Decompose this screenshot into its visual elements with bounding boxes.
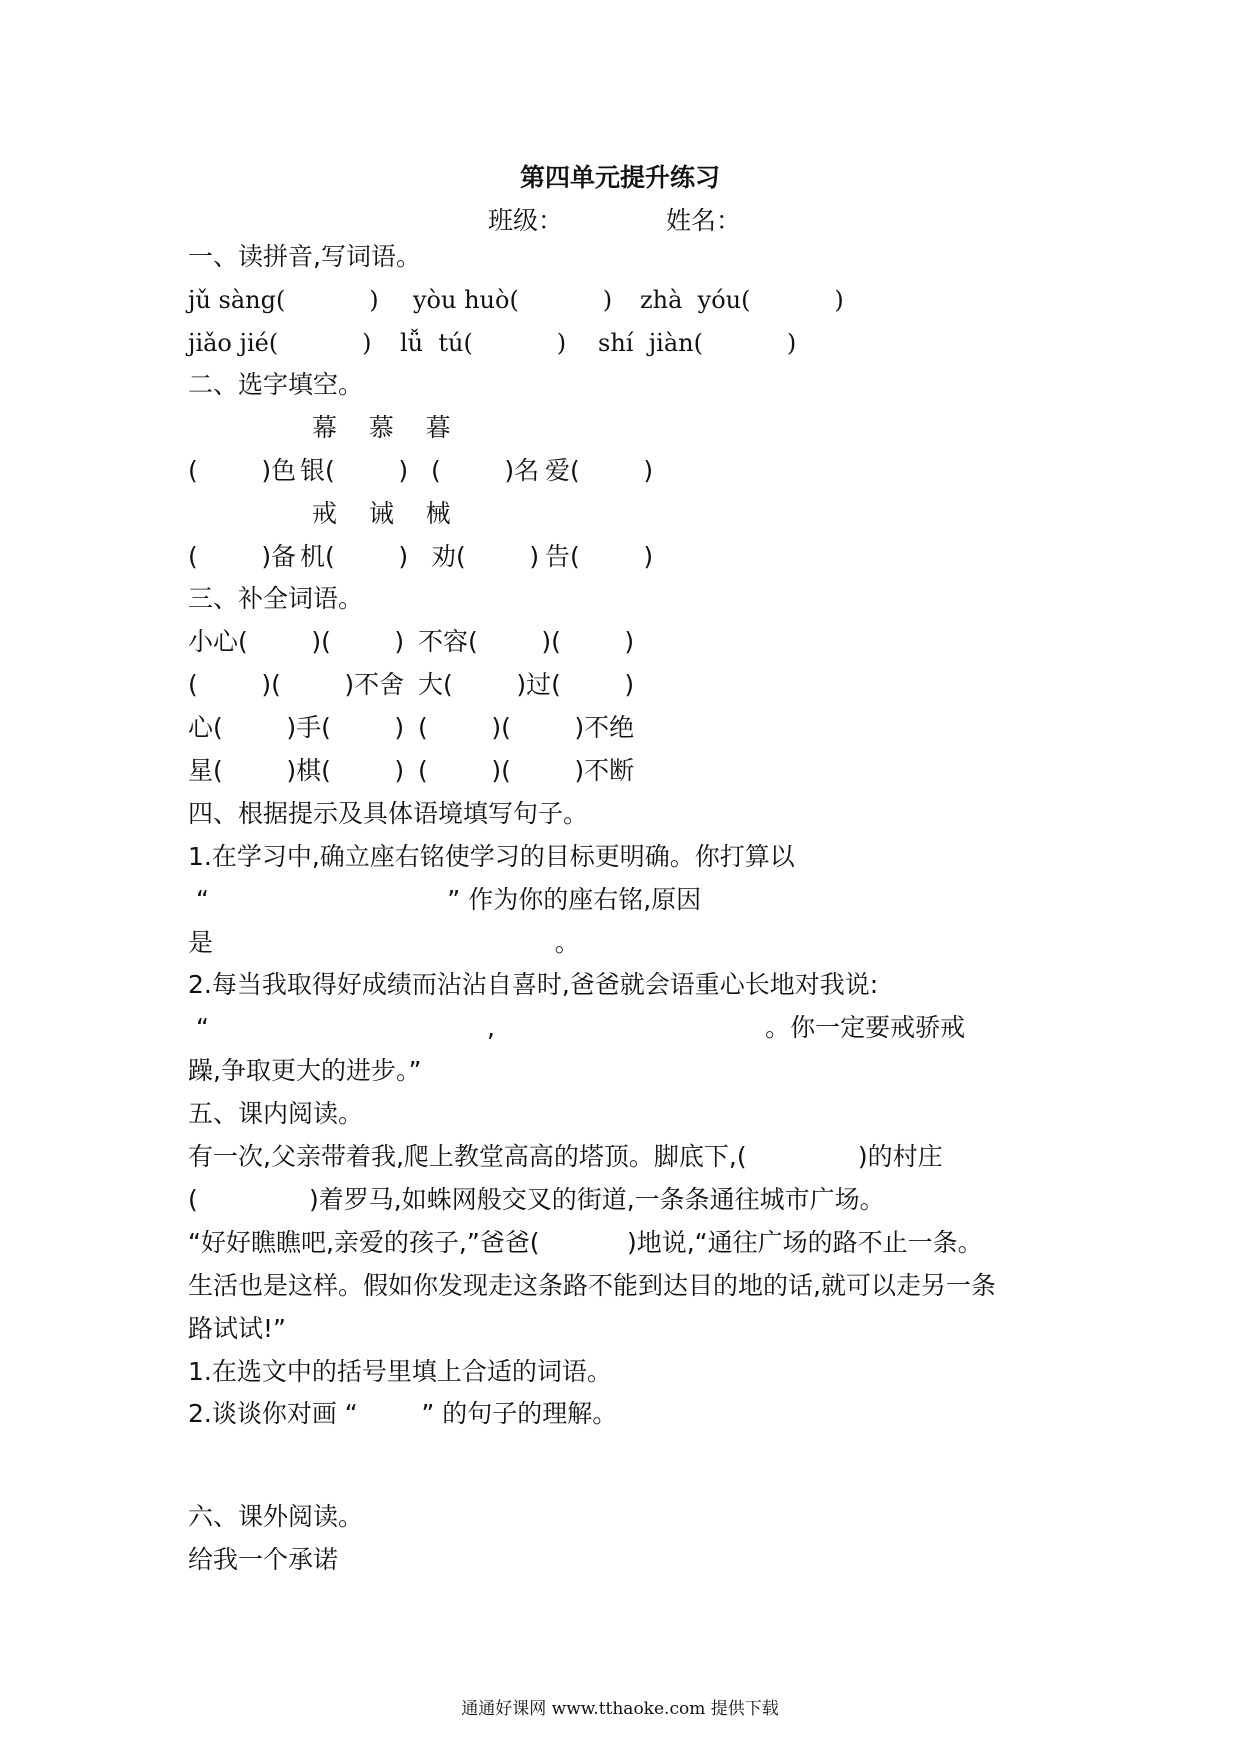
fill-item: 劝( ): [431, 542, 540, 571]
question-text: 躁,争取更大的进步。”: [188, 1056, 422, 1085]
article-title: 给我一个承诺: [188, 1545, 339, 1574]
pinyin-item: zhà yóu( ): [640, 286, 844, 314]
idiom-item: 星( )棋( ): [188, 756, 405, 785]
reading-paragraph: 有一次,父亲带着我,爬上教堂高高的塔顶。脚底下,( )的村庄: [188, 1142, 943, 1171]
reading-paragraph: 路试试!”: [188, 1314, 286, 1343]
fill-item: ( )名: [431, 456, 540, 485]
fill-item: 机( ): [300, 542, 409, 571]
fill-item: ( )备: [188, 542, 297, 571]
section-6-heading: 六、课外阅读。: [188, 1502, 364, 1531]
fill-item: 银( ): [300, 456, 409, 485]
question-text: “ , 。你一定要戒骄戒: [188, 1013, 966, 1042]
question-text: 1.在学习中,确立座右铭使学习的目标更明确。你打算以: [188, 842, 795, 871]
footer-text: 通通好课网 www.tthaoke.com 提供下载: [461, 1699, 779, 1719]
section-5-heading: 五、课内阅读。: [188, 1099, 364, 1128]
char-choices-1: 幕 慕 暮: [312, 413, 451, 442]
pinyin-item: lǚ tú( ): [400, 329, 567, 357]
pinyin-item: shí jiàn( ): [598, 329, 797, 357]
section-1-heading: 一、读拼音,写词语。: [188, 242, 421, 271]
char-choices-2: 戒 诫 械: [312, 499, 451, 528]
pinyin-item: yòu huò( ): [413, 286, 613, 314]
idiom-item: 大( )过( ): [418, 670, 635, 699]
section-4-heading: 四、根据提示及具体语境填写句子。: [188, 799, 589, 828]
idiom-item: 心( )手( ): [188, 713, 405, 742]
fill-item: 告( ): [545, 542, 654, 571]
fill-item: 爱( ): [545, 456, 654, 485]
question-text: “ ” 作为你的座右铭,原因: [188, 885, 702, 914]
idiom-item: ( )( )不绝: [418, 713, 635, 742]
class-label: 班级：: [488, 206, 564, 235]
section-2-heading: 二、选字填空。: [188, 370, 364, 399]
pinyin-item: jǔ sàng( ): [188, 286, 379, 314]
idiom-item: ( )( )不断: [418, 756, 635, 785]
reading-paragraph: 生活也是这样。假如你发现走这条路不能到达目的地的话,就可以走另一条: [188, 1271, 996, 1300]
idiom-item: ( )( )不舍: [188, 670, 405, 699]
section-3-heading: 三、补全词语。: [188, 584, 364, 613]
question-text: 2.每当我取得好成绩而沾沾自喜时,爸爸就会语重心长地对我说:: [188, 970, 879, 999]
idiom-item: 不容( )( ): [418, 627, 635, 656]
name-label: 姓名：: [666, 206, 742, 235]
question-text: 2.谈谈你对画 “ ” 的句子的理解。: [188, 1399, 618, 1428]
page-title: 第四单元提升练习: [519, 163, 720, 192]
question-text: 1.在选文中的括号里填上合适的词语。: [188, 1357, 612, 1386]
idiom-item: 小心( )( ): [188, 627, 405, 656]
reading-paragraph: “好好瞧瞧吧,亲爱的孩子,”爸爸( )地说,“通往广场的路不止一条。: [188, 1228, 983, 1257]
reading-paragraph: ( )着罗马,如蛛网般交叉的街道,一条条通往城市广场。: [188, 1185, 885, 1214]
pinyin-item: jiǎo jié( ): [188, 329, 372, 357]
fill-item: ( )色: [188, 456, 297, 485]
question-text: 是 。: [188, 928, 580, 957]
